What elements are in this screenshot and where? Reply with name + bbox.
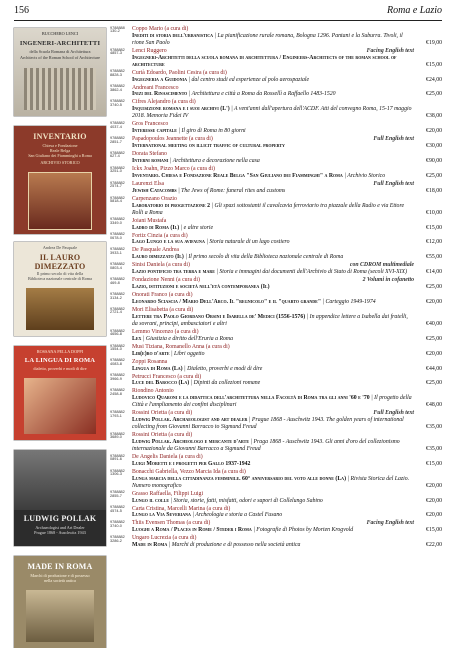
catalog-entry <box>110 520 442 534</box>
entry-title: Lauro dimezzato (Il) <box>132 254 184 261</box>
entry-title: Ladro di Roma (Il) <box>132 224 180 231</box>
entry-title: Inventario. Chiesa e Fondazione Reale Belga "San Giuliano dei Fiamminghi" a Roma <box>132 172 343 179</box>
entry-subtitle: | The Jews of Rome: funeral rites and customs <box>176 187 286 194</box>
entry-subtitle: | Carteggio 1949-1974 <box>321 299 376 306</box>
entry-subtitle: | La pianificazione rurale romana, Bologna 1296. Pantani e la Suburra. Tivoli, il rione San Paolo <box>132 32 403 46</box>
catalog-entry <box>110 491 442 505</box>
entry-note: Facing English text <box>366 47 414 54</box>
catalog-entry <box>110 329 442 343</box>
entry-subtitle: | Libri oggetto <box>169 350 205 357</box>
entry-author: Mori Elisabetta (a cura di) <box>132 307 194 314</box>
entry-title: Lib(e)ro d'arte <box>132 350 170 357</box>
entry-body <box>132 151 414 165</box>
entry-title: Ingegneri-Architetti della scuola romana di architettura / Engineers-Architects of the roman school of architecture <box>132 54 397 68</box>
entry-title: Laboratorio di progettazione 2 <box>132 202 211 209</box>
entry-author: Carpenzano Orazio <box>132 195 177 202</box>
entry-body <box>132 247 414 261</box>
cover-image <box>14 450 106 510</box>
entry-subtitle: | Storia, storie, fatti, misfatti, odori e sapori di Collelungo Sabino <box>169 497 323 504</box>
isbn-code: 9788882 3740-5 <box>110 99 125 107</box>
cover-title: INGENERI-ARCHITETTI <box>19 40 101 47</box>
entry-title: Luigi Moretti e i progetti per Gallo 1937-1942 <box>132 460 251 467</box>
entry-title: Inediti di storia dell'urbanistica <box>132 32 214 39</box>
entry-author: Carta Cristina, Marcelli Marina (a cura di) <box>132 505 231 512</box>
entry-body <box>132 292 414 306</box>
catalog-entry <box>110 344 442 358</box>
entry-title: Luce del Barocco (La) <box>132 380 190 387</box>
entry-note: Full English text <box>373 136 414 143</box>
isbn-code: 9788882 4083-8 <box>110 358 125 367</box>
entry-title: Lingua di Roma (La) <box>132 365 183 372</box>
entry-body <box>132 26 414 47</box>
entry-price: €25,00 <box>426 284 442 291</box>
entry-body <box>132 388 414 409</box>
entry-price: €20,00 <box>426 128 442 135</box>
isbn-code: 9788882 2721-4 <box>110 306 125 315</box>
isbn-code: 9788882 2574-7 <box>110 180 125 189</box>
entry-body <box>132 136 414 150</box>
entry-body <box>132 85 414 99</box>
entry-title: Jewish Catacombs <box>132 187 177 194</box>
catalog-entry <box>110 48 442 69</box>
entry-body <box>132 410 414 431</box>
entry-price: €25,00 <box>426 172 442 179</box>
isbn-code: 9788882 4857-3 <box>110 47 125 56</box>
entry-price: €48,00 <box>426 402 442 409</box>
cover-image <box>26 288 94 330</box>
entry-subtitle: | Dipinti da collezioni romane <box>189 380 261 387</box>
page-header <box>14 5 442 19</box>
entry-body <box>132 535 414 549</box>
isbn-code: 9788882 8828-3 <box>110 69 125 78</box>
entry-author: De Pasquale Andrea <box>132 247 180 254</box>
isbn-code: 9788882 3349-0 <box>110 217 125 225</box>
entry-subtitle: | Dialetto, proverbi e modi di dire <box>182 365 263 372</box>
entry-subtitle: | Il progetto della Città e l'ampliamento dei confini disciplinari <box>132 395 412 409</box>
isbn-code: 9788882 4656-8 <box>110 328 125 337</box>
entry-title: Luoghi a Roma / Places in Rome / Steder i Roma <box>132 527 252 534</box>
entry-price: €15,00 <box>426 527 442 534</box>
entry-author: Joiani Mustafa <box>132 217 167 224</box>
isbn-code: 9788882 0678-0 <box>110 232 125 240</box>
entry-price: €20,00 <box>426 497 442 504</box>
isbn-code: 9788882 4574-5 <box>110 505 125 513</box>
entry-note: Facing English text <box>366 520 414 527</box>
entry-body <box>132 329 414 343</box>
entry-author: Ickx Joahn, Pizzo Marco (a cura di) <box>132 165 215 172</box>
catalog-entry <box>110 26 442 47</box>
entry-price: €22,00 <box>426 542 442 549</box>
entry-title: Inquisizione romana e i suoi archivi (L') <box>132 106 230 113</box>
entry-title: Ingegneria a Guidonia <box>132 76 188 83</box>
entry-subtitle: | Prague 1868 - Auschwitz 1943. The golden years of international collecting from Giovanni Barracco to Sigmund Freud <box>132 417 404 431</box>
isbn-code: 9788882 627-4 <box>110 150 125 159</box>
entry-price: €15,00 <box>426 224 442 231</box>
entry-body <box>132 432 414 453</box>
isbn-code: 9788882 469-8 <box>110 277 125 285</box>
catalog-entry <box>110 432 442 453</box>
entry-price: €18,00 <box>426 187 442 194</box>
cover-made-in-roma: MADE IN ROMA Marchi di produzione e di possesso nella società antica <box>14 556 106 648</box>
entry-note: 2 Volumi in cofanetto <box>362 277 414 284</box>
entry-subtitle: | Storia naturale di un lago costiero <box>204 239 290 246</box>
catalog-entry <box>110 506 442 520</box>
cover-ingegneri-architetti: BUCCHERO LENCI INGENERI-ARCHITETTI della Scuola Romana di Architettura Architects of the Roman School of Architecture <box>14 28 106 116</box>
entry-title: Lungo la Via Severiana <box>132 512 191 519</box>
entry-subtitle: | Giustizia e diritto dell'Eruria a Roma <box>141 335 233 342</box>
isbn-code: 9788882 3251-0 <box>110 165 125 174</box>
entry-body <box>132 99 414 120</box>
isbn-code: 9788882 0891-6 <box>110 453 125 462</box>
catalog-entry <box>110 85 442 99</box>
catalog-entry <box>110 218 442 232</box>
entry-author: Coppo Mario (a cura di) <box>132 26 189 32</box>
entry-author: Musi Tiziana, Romanello Anna (a cura di) <box>132 343 230 350</box>
entry-author: Grasso Raffaella, Filippi Luigi <box>132 490 204 497</box>
isbn-code: 9788882 4037-4 <box>110 121 125 129</box>
entry-subtitle: | Marchi di produzione e di possesso nella società antica <box>167 542 301 549</box>
entry-price: €15,00 <box>426 460 442 467</box>
catalog-entry <box>110 166 442 180</box>
entry-price: €15,00 <box>426 61 442 68</box>
isbn-code: 9788882 3689-0 <box>110 431 125 440</box>
entry-price: €35,00 <box>426 445 442 452</box>
entry-author: Petrucci Francesco (a cura di) <box>132 373 202 380</box>
entry-price: €20,00 <box>426 482 442 489</box>
entry-body <box>132 218 414 232</box>
catalog-entry <box>110 374 442 388</box>
entry-body <box>132 121 414 135</box>
catalog-entry <box>110 410 442 431</box>
entry-title: Lex <box>132 335 142 342</box>
entry-body <box>132 307 414 328</box>
entry-price: €20,00 <box>426 350 442 357</box>
entry-subtitle: | Archivio Storico <box>342 172 386 179</box>
catalog-entry <box>110 277 442 291</box>
entry-author: Riondino Antonio <box>132 388 174 395</box>
entry-price: €10,00 <box>426 209 442 216</box>
catalog-entry <box>110 196 442 217</box>
entry-note: Full English text <box>373 180 414 187</box>
entry-price: €35,00 <box>426 424 442 431</box>
entry-author: Papadopoulos Jeannette (a cura di) <box>132 136 213 143</box>
entry-subtitle: | Il giro di Roma in 80 giorni <box>176 128 246 135</box>
entry-author: Cifres Alejandro (a cura di) <box>132 99 196 106</box>
catalog-entry <box>110 388 442 409</box>
entry-subtitle: | Storia e immagini dai documenti dell'Archivio di Stato di Roma (secoli XVI-XIX) <box>214 269 408 276</box>
entry-title: Ludwig Pollak. Archeologo e mercante d'arte <box>132 439 250 445</box>
entry-subtitle: | Fotografie di Photos by Morten Krogvold <box>251 527 354 534</box>
entry-author: Ungaro Lucrezia (a cura di) <box>132 535 197 542</box>
entry-subtitle: | Il primo secolo di vita della Biblioteca nazionale centrale di Roma <box>183 254 344 261</box>
entry-price: €20,00 <box>426 299 442 306</box>
catalog-entry <box>110 535 442 549</box>
isbn-code: 9788882 1306-3 <box>110 468 125 477</box>
cover-image <box>24 68 96 110</box>
catalog-entry <box>110 359 442 373</box>
isbn-code: 9788882 3933-1 <box>110 247 125 255</box>
entry-title: Interesse capitale <box>132 128 177 135</box>
entry-price: €30,00 <box>426 143 442 150</box>
entry-subtitle: | Gli spazi sottostanti il cavalcavia ferroviario tra piazzale della Radio e via Ettore Rolli a Roma <box>132 202 405 216</box>
entry-author: Fondazione Nenni (a cura di) <box>132 277 200 284</box>
catalog-entry <box>110 99 442 120</box>
cover-title: MADE IN ROMA <box>27 562 93 571</box>
entry-author: Dorata Stefano <box>132 151 167 158</box>
isbn-code: 9788882 3966-9 <box>110 373 125 381</box>
entry-note: Full English text <box>373 410 414 417</box>
entry-title: Lazio, istituzioni e società nell'età contemporanea (Il) <box>132 284 270 291</box>
entry-body <box>132 454 414 468</box>
entry-subtitle: | Architettura e città a Roma da Rossellì a Raffaello 1483-1520 <box>187 91 336 98</box>
entry-title: Lunga marcia della cittadinanza femminile. 60° anniversario del voto alle donne (La) <box>132 475 347 482</box>
entry-author: Gros Francesco <box>132 121 169 128</box>
isbn-code: 9788882 3286-2 <box>110 535 125 543</box>
entry-body <box>132 359 414 373</box>
entry-author: Sinisi Daniela (a cura di) <box>132 262 190 269</box>
isbn-code: 9788882 1554-0 <box>110 343 125 352</box>
catalog-list <box>110 26 442 549</box>
entry-title: Ludwig Pollak. Archaeologist and art dealer <box>132 417 248 424</box>
entry-price: €40,00 <box>426 320 442 327</box>
entry-price: €38,00 <box>426 113 442 120</box>
entry-body <box>132 506 414 520</box>
entry-body <box>132 374 414 388</box>
cover-title: IL LAURO DIMEZZATO <box>34 253 86 272</box>
entry-price: €90,00 <box>426 157 442 164</box>
catalog-entry <box>110 70 442 84</box>
entry-body <box>132 491 414 505</box>
catalog-entry <box>110 151 442 165</box>
isbn-code: 9788888 130-2 <box>110 25 125 34</box>
isbn-code: 9788882 2851-7 <box>110 135 125 144</box>
catalog-entry <box>110 233 442 247</box>
section-title: Roma e Lazio <box>387 5 442 16</box>
catalog-entry <box>110 121 442 135</box>
entry-subtitle: | e altre storie <box>179 224 214 231</box>
entry-price: €19,00 <box>426 39 442 46</box>
entry-price: €25,00 <box>426 335 442 342</box>
entry-author: Andreani Francesco <box>132 84 179 91</box>
cover-image <box>28 172 92 230</box>
catalog-entry <box>110 136 442 150</box>
entry-title: Lungo il colle <box>132 497 169 504</box>
cover-image <box>24 378 96 434</box>
entry-author: Bonacchi Gabriella, Vezzo Marcia Ida (a cura di) <box>132 468 246 475</box>
cover-title: INVENTARIO <box>33 132 87 141</box>
cover-title: LA LINGUA DI ROMA <box>24 357 96 364</box>
entry-author: Rossini Orietta (a cura di) <box>132 410 193 417</box>
entry-note: con CDROM multimediale <box>349 262 414 269</box>
cover-ludwig-pollak: LUDWIG POLLAK Archaeologist and Art Dealer Prague 1868 - Auschwitz 1943 <box>14 450 106 546</box>
isbn-code: 9788882 2855-7 <box>110 490 125 499</box>
catalog-entry <box>110 292 442 306</box>
entry-price: €12,00 <box>426 239 442 246</box>
entry-price: €25,00 <box>426 380 442 387</box>
cover-lingua-di-roma: ROSSANA PELLA DOPPI LA LINGUA DI ROMA dialetto, proverbi e modi di dire <box>14 346 106 440</box>
entry-title: Ludovico Quaroni e la didattica dell'architettura nella Facoltà di Roma tra gli anni '60 e '70 <box>132 395 370 402</box>
catalog-entry <box>110 247 442 261</box>
entry-author: Fortiz Cinzia (a cura di) <box>132 232 188 239</box>
entry-title: Inizi del Rinascimento <box>132 91 188 98</box>
entry-author: Zoppi Rosanna <box>132 358 168 365</box>
entry-subtitle: | Archeologia e storia a Castel Fusano <box>190 512 283 519</box>
cover-image <box>26 590 94 642</box>
entry-author: Curià Edoardo, Paolini Cesira (a cura di) <box>132 69 227 76</box>
entry-price: €20,00 <box>426 512 442 519</box>
entry-author: Lenci Ruggero <box>132 47 167 54</box>
cover-inventario: INVENTARIO Chiesa e Fondazione Reale Belga San Giuliano dei Fiamminghi a Roma ARCHIVIO STORICO <box>14 126 106 234</box>
entry-price: €55,00 <box>426 254 442 261</box>
isbn-code: 9788882 0803-4 <box>110 262 125 270</box>
isbn-code: 9788882 5818-4 <box>110 195 125 204</box>
cover-title: LUDWIG POLLAK <box>23 514 97 523</box>
entry-subtitle: | Rivista Storica del Lazio. Numero monografico <box>132 475 410 489</box>
catalog-entry <box>110 454 442 468</box>
entry-body <box>132 233 414 247</box>
isbn-code: 9788882 3862-4 <box>110 84 125 92</box>
catalog-entry <box>110 469 442 490</box>
entry-title: Leonardo Sciascia / Mario Dell'Arco. Il "regnicolo" e il "quarto grande" <box>132 299 322 306</box>
catalog-entry <box>110 307 442 328</box>
entry-title: Interni romani <box>132 157 169 164</box>
isbn-code: 9788882 3134-2 <box>110 291 125 300</box>
entry-price: €25,00 <box>426 91 442 98</box>
entry-body <box>132 196 414 217</box>
entry-title: Made in Roma <box>132 542 168 549</box>
entry-author: Laurenzi Elsa <box>132 180 165 187</box>
cover-lauro-dimezzato: Andrea De Pasquale IL LAURO DIMEZZATO Il primo secolo di vita della Biblioteca nazionale centrale di Roma <box>14 242 106 336</box>
isbn-code: 9788882 3740-0 <box>110 520 125 528</box>
entry-title: Lazio pontificio tra terra e mare <box>132 269 215 276</box>
entry-author: Onorati Franco (a cura di) <box>132 292 193 299</box>
entry-body <box>132 166 414 180</box>
header-rule <box>14 20 442 21</box>
entry-price: €44,00 <box>426 365 442 372</box>
entry-subtitle: | In appendice lettere a Isabella dai fratelli, da sovrani, principi, ambasciatori e altri <box>132 313 408 327</box>
entry-body <box>132 70 414 84</box>
entry-author: De Angelis Daniela (a cura di) <box>132 453 203 460</box>
entry-subtitle: | A vent'anni dall'apertura dell'ACDF. Atti del convegno Roma, 15-17 maggio 2018. Memoria Fidei IV <box>132 106 412 120</box>
entry-body <box>132 181 414 195</box>
entry-author: Rossini Orietta (a cura di) <box>132 432 193 439</box>
entry-author: Lemmo Vincenzo (a cura di) <box>132 328 199 335</box>
entry-body <box>132 344 414 358</box>
entry-title: Lettere tra Paolo Giordano Orsini e Isabella de' Medici (1556-1576) <box>132 313 306 320</box>
entry-price: €24,00 <box>426 76 442 83</box>
entry-author: Thiis Evensen Thomas (a cura di) <box>132 520 211 527</box>
entry-subtitle: | dal centro studi ed esperienze al polo aerospaziale <box>187 76 310 83</box>
entry-subtitle: | Praga 1868 - Auschwitz 1943. Gli anni d'oro del collezionismo internazionale da Giovanni Barracco a Sigmund Freud <box>132 439 400 452</box>
catalog-entry <box>110 181 442 195</box>
catalog-entry <box>110 262 442 276</box>
entry-subtitle: | Architettura e decorazione nella casa <box>168 157 260 164</box>
entry-price: €14,00 <box>426 269 442 276</box>
page-number: 156 <box>14 5 29 16</box>
entry-body <box>132 469 414 490</box>
entry-title: International meeting on illicit traffic of cultural property <box>132 143 285 150</box>
entry-title: Lago Lungo e la sua avifauna <box>132 239 205 246</box>
isbn-code: 9788882 2458-8 <box>110 388 125 396</box>
isbn-code: 9788882 1793-1 <box>110 410 125 418</box>
